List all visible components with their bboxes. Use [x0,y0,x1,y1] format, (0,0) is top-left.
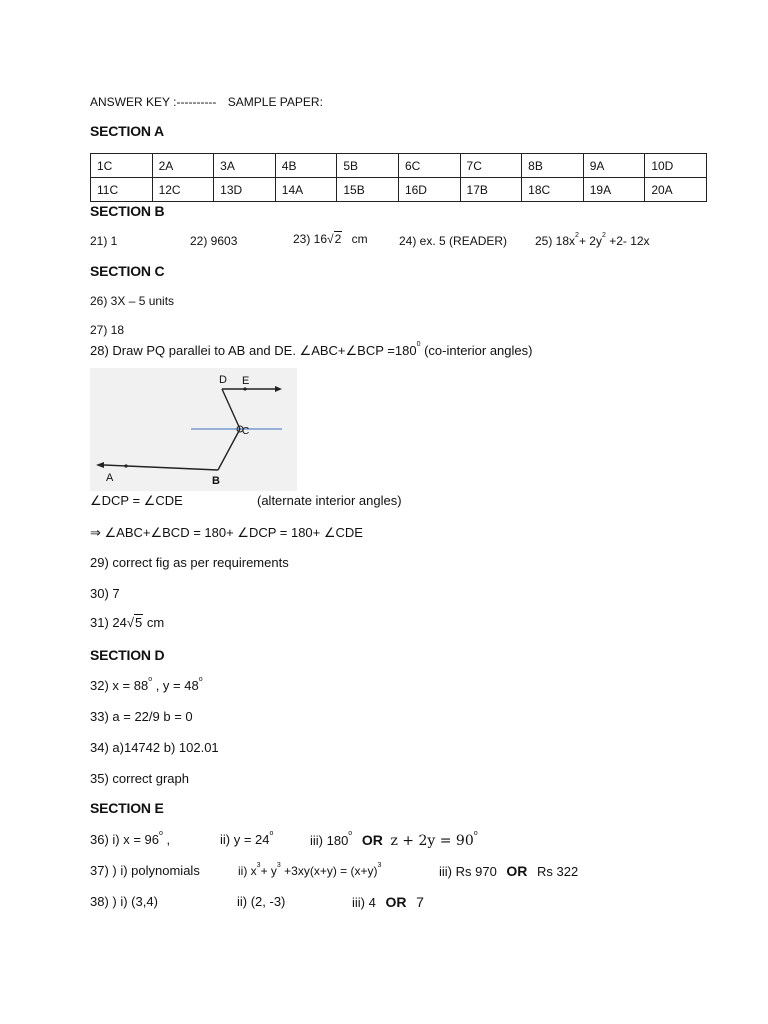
answer-23-radicand: 2 [334,232,342,246]
answer-21: 21) 1 [90,234,118,248]
answer-23-unit: cm [351,232,368,246]
table-cell: 15B [337,178,399,202]
dc-segment [222,389,240,429]
answer-25-part: +2- 12x [605,234,650,248]
sample-paper-label: SAMPLE PAPER: [227,95,323,109]
answer-24: 24) ex. 5 (READER) [399,234,508,248]
table-cell: 6C [398,154,460,178]
answer-27: 27) 18 [90,323,125,337]
table-row [91,154,707,178]
section-a-title: SECTION A [90,123,164,139]
table-cell: 11C [91,178,153,202]
or-label: OR [361,832,383,848]
table-cell: 2A [152,154,214,178]
arrow-head [275,386,282,392]
answer-29: 29) correct fig as per requirements [90,555,289,570]
answer-37-part: + y [260,864,277,878]
answer-38-alt: 7 [416,894,424,910]
table-cell: 20A [645,178,707,202]
answer-38-i: 38) ) i) (3,4) [90,894,158,909]
answer-37-iii [439,863,578,879]
label-a: A [106,472,114,484]
answer-36-part: 36) i) x = 96 [90,832,160,847]
table-cell: 1C [91,154,153,178]
answer-36-ii [220,832,273,847]
answer-28-statement: 28) Draw PQ parallei to AB and DE. ∠ABC+∠BCP =180 [90,343,417,358]
table-cell: 16D [398,178,460,202]
answer-36-part: iii) 180 [310,833,349,848]
answer-36-part: ii) y = 24 [220,832,270,847]
answer-25-part: 25) 18x [535,234,576,248]
superscript: 2 [601,232,606,239]
answer-30: 30) 7 [90,586,120,601]
sqrt-symbol: √5 [126,615,143,630]
answer-37-ii [238,864,381,878]
label-b: B [212,475,220,487]
answer-36-part: , [162,832,171,847]
answer-28-reason: (co-interior angles) [420,343,533,358]
section-a-answer-table [90,153,707,202]
parallel-lines-diagram [90,368,297,491]
answer-37-i: 37) ) i) polynomials [90,863,200,878]
superscript: 3 [276,862,281,869]
section-b-title: SECTION B [90,203,165,219]
answer-31-unit: cm [143,615,165,630]
table-cell: 14A [275,178,337,202]
superscript: 3 [256,862,261,869]
label-e: E [242,375,250,387]
degree-superscript: o [148,676,153,683]
answer-37-part: +3xy(x+y) = (x+y) [280,864,378,878]
answer-32-part: , y = 48 [152,678,199,693]
table-cell: 3A [214,154,276,178]
answer-37-part: ii) x [238,864,257,878]
degree-superscript: 0 [416,341,421,348]
arrow-head [96,462,104,468]
answer-31 [90,615,164,630]
answer-36-iii [310,832,478,849]
answer-key-heading [90,95,323,109]
dcp-reason: (alternate interior angles) [257,493,402,508]
table-cell: 10D [645,154,707,178]
label-c: C [242,426,250,437]
section-c-title: SECTION C [90,263,165,279]
or-label: OR [385,894,407,910]
answer-32 [90,678,203,693]
table-cell: 8B [522,154,584,178]
diagram-svg [90,368,297,491]
answer-22: 22) 9603 [190,234,238,248]
answer-34: 34) a)14742 b) 102.01 [90,740,219,755]
answer-31-radicand: 5 [135,615,143,630]
table-cell: 13D [214,178,276,202]
table-row [91,178,707,202]
answer-37-alt: Rs 322 [537,864,579,879]
answer-23 [293,232,368,246]
or-label: OR [506,863,528,879]
ba-ray [104,465,218,470]
table-cell: 19A [583,178,645,202]
answer-38-iii [352,894,424,910]
answer-38-part: iii) 4 [352,895,376,910]
answer-36-alt: z + 2y = 90 [390,833,474,849]
table-cell: 12C [152,178,214,202]
answer-25-part: + 2y [578,234,602,248]
table-cell: 5B [337,154,399,178]
sqrt-symbol: √2 [327,232,342,246]
table-cell: 7C [460,154,522,178]
degree-superscript: o [473,830,478,837]
superscript: 3 [377,862,382,869]
section-d-title: SECTION D [90,647,165,663]
degree-superscript: o [348,830,353,837]
answer-36-i [90,832,170,847]
answer-37-part: iii) Rs 970 [439,864,497,879]
table-cell: 9A [583,154,645,178]
answer-33: 33) a = 22/9 b = 0 [90,709,193,724]
degree-superscript: o [159,830,163,837]
table-cell: 18C [522,178,584,202]
answer-32-part: 32) x = 88 [90,678,149,693]
label-d: D [219,374,227,386]
dcp-statement: ∠DCP = ∠CDE [90,493,183,508]
answer-35: 35) correct graph [90,771,189,786]
answer-28 [90,343,532,359]
degree-superscript: o [269,830,274,837]
answer-31-coefficient: 31) 24 [90,615,127,630]
answer-23-coefficient: 23) 16 [293,232,328,246]
point-a-marker [124,464,127,467]
superscript: 2 [575,232,579,239]
point-e-marker [243,387,246,390]
table-cell: 17B [460,178,522,202]
cb-segment [218,429,240,470]
answer-38-ii: ii) (2, -3) [237,894,286,909]
answer-26: 26) 3X – 5 units [90,294,175,308]
table-cell: 4B [275,154,337,178]
degree-superscript: o [198,676,203,683]
answer-key-label: ANSWER KEY :---------- [90,95,217,109]
implies-statement: ⇒ ∠ABC+∠BCD = 180+ ∠DCP = 180+ ∠CDE [90,525,363,540]
answer-25 [535,234,650,248]
section-e-title: SECTION E [90,800,164,816]
